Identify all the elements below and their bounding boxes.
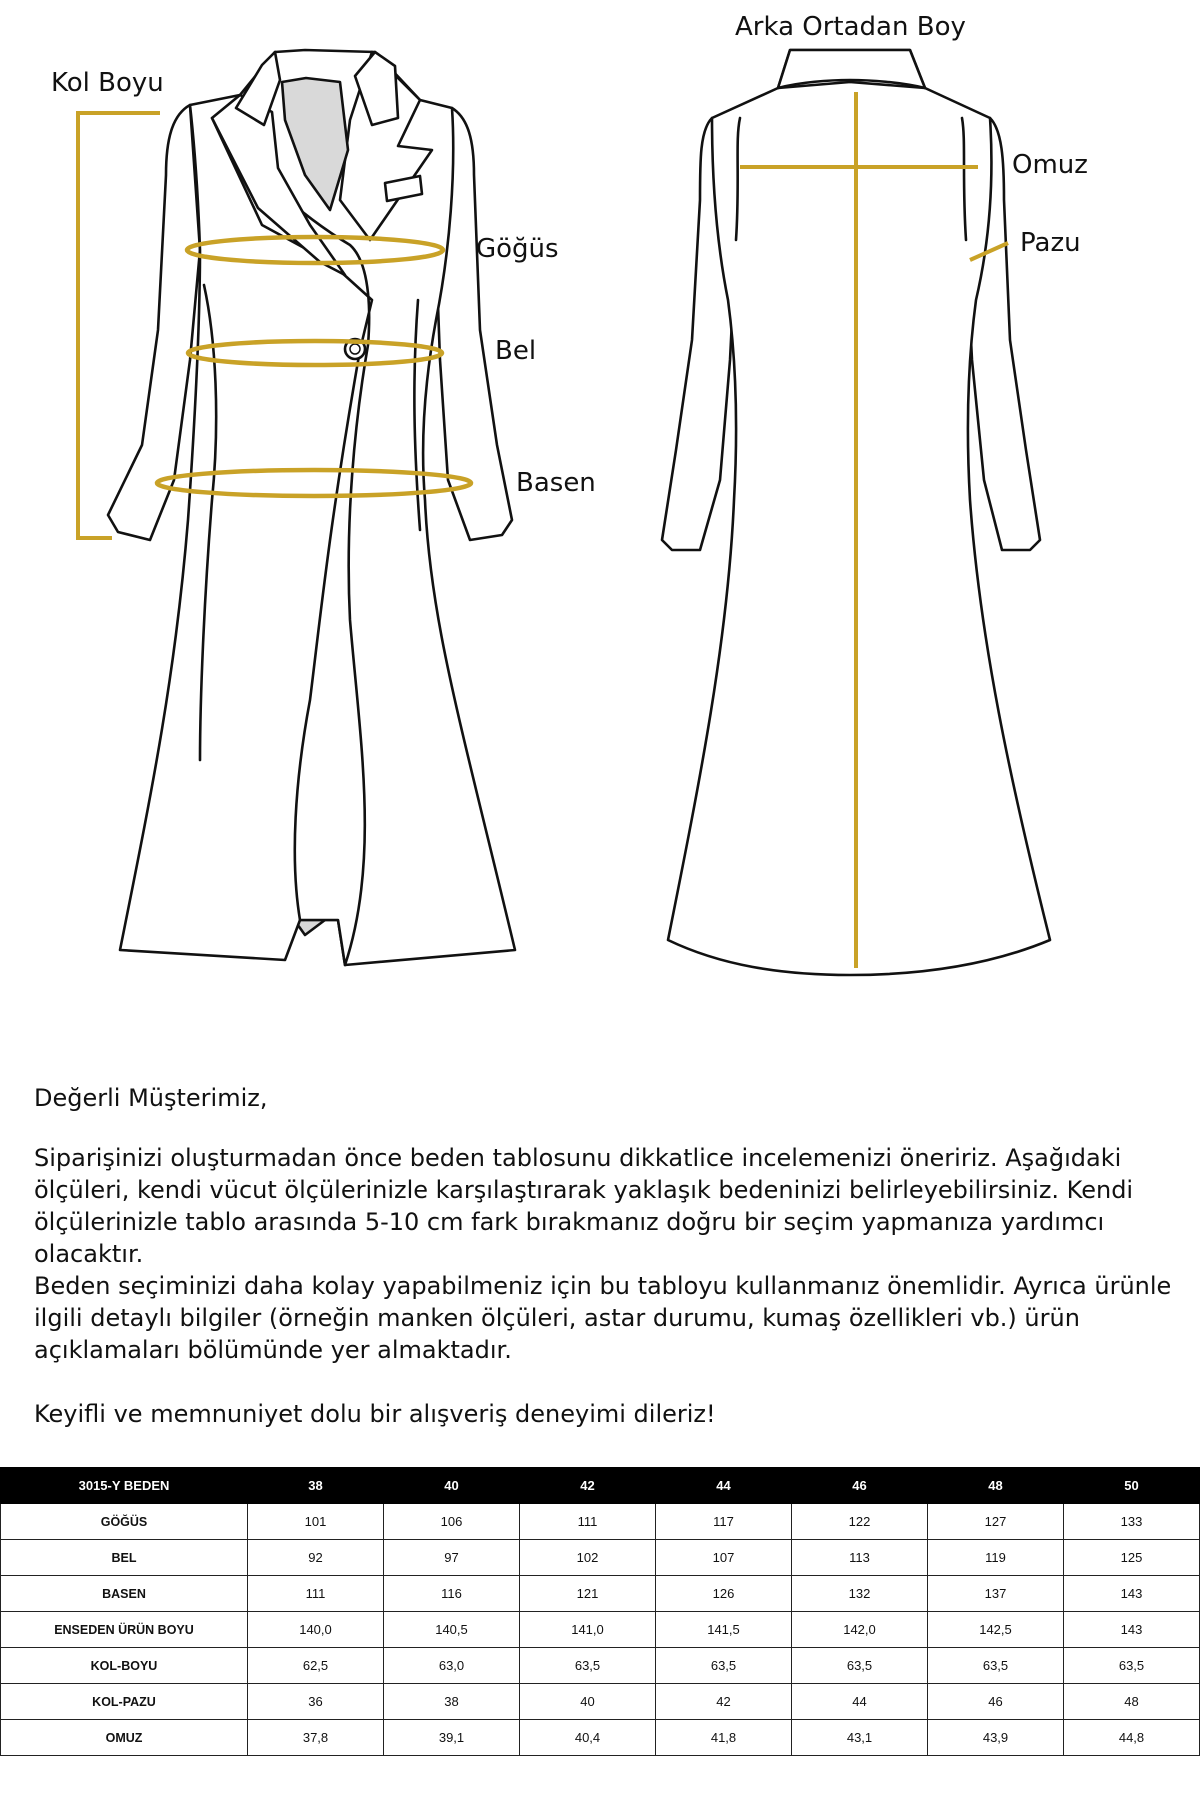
size-table-header [1,1468,1200,1504]
row-label-cell: OMUZ [1,1720,248,1756]
table-row [1,1504,1200,1540]
measure-value-cell: 63,5 [1064,1648,1200,1684]
measure-value-cell: 102 [520,1540,656,1576]
greeting: Değerli Müşterimiz, [34,1084,268,1112]
size-column-header: 38 [248,1468,384,1504]
measure-value-cell: 122 [792,1504,928,1540]
measure-value-cell: 63,5 [792,1648,928,1684]
measure-value-cell: 133 [1064,1504,1200,1540]
measure-value-cell: 142,5 [928,1612,1064,1648]
table-row [1,1720,1200,1756]
size-column-header: 50 [1064,1468,1200,1504]
measure-value-cell: 41,8 [656,1720,792,1756]
measure-value-cell: 127 [928,1504,1064,1540]
row-label-cell: BASEN [1,1576,248,1612]
measure-value-cell: 141,5 [656,1612,792,1648]
measure-value-cell: 40 [520,1684,656,1720]
size-table [0,1467,1200,1756]
measure-value-cell: 62,5 [248,1648,384,1684]
measure-value-cell: 39,1 [384,1720,520,1756]
arka-ortadan-boy-label: Arka Ortadan Boy [735,12,966,42]
measure-value-cell: 137 [928,1576,1064,1612]
measure-value-cell: 44,8 [1064,1720,1200,1756]
measure-value-cell: 38 [384,1684,520,1720]
measure-value-cell: 37,8 [248,1720,384,1756]
paragraph-2: Beden seçiminizi daha kolay yapabilmeniz için bu tabloyu kullanmanız önemlidir. Ayrıca ürünle ilgili detaylı bilgiler (örneğin manken ölçüleri, astar durumu, kumaş özellikleri vb.) ürün açıklamaları bölümünde yer almaktadır. [34,1272,1172,1364]
measure-value-cell: 111 [520,1504,656,1540]
measure-value-cell: 97 [384,1540,520,1576]
closing-text: Keyifli ve memnuniyet dolu bir alışveriş deneyimi dileriz! [34,1400,716,1428]
table-row [1,1648,1200,1684]
size-column-header: 48 [928,1468,1064,1504]
size-table-title-cell: 3015-Y BEDEN [1,1468,248,1504]
measure-value-cell: 125 [1064,1540,1200,1576]
row-label-cell: BEL [1,1540,248,1576]
size-column-header: 44 [656,1468,792,1504]
measure-value-cell: 63,0 [384,1648,520,1684]
measure-value-cell: 142,0 [792,1612,928,1648]
table-row [1,1684,1200,1720]
row-label-cell: ENSEDEN ÜRÜN BOYU [1,1612,248,1648]
measure-value-cell: 36 [248,1684,384,1720]
measure-value-cell: 113 [792,1540,928,1576]
paragraph-1: Siparişinizi oluşturmadan önce beden tablosunu dikkatlice incelemenizi öneririz. Aşağıdaki ölçüleri, kendi vücut ölçülerinizle karşılaştırarak yaklaşık bedeninizi belirleyebilirsiniz. Kendi ölçülerinizle tablo arasında 5-10 cm fark bırakmanız doğru bir seçim yapmanıza yardımcı olacaktır. [34,1144,1134,1268]
measure-value-cell: 143 [1064,1576,1200,1612]
measure-value-cell: 117 [656,1504,792,1540]
row-label-cell: KOL-BOYU [1,1648,248,1684]
table-row [1,1612,1200,1648]
measure-value-cell: 101 [248,1504,384,1540]
measure-value-cell: 119 [928,1540,1064,1576]
measure-value-cell: 63,5 [656,1648,792,1684]
measure-value-cell: 42 [656,1684,792,1720]
measure-value-cell: 121 [520,1576,656,1612]
measure-value-cell: 92 [248,1540,384,1576]
measure-value-cell: 143 [1064,1612,1200,1648]
size-column-header: 40 [384,1468,520,1504]
omuz-label: Omuz [1012,150,1088,180]
measure-value-cell: 107 [656,1540,792,1576]
measure-value-cell: 126 [656,1576,792,1612]
bel-label: Bel [495,336,537,366]
measure-value-cell: 48 [1064,1684,1200,1720]
measure-value-cell: 106 [384,1504,520,1540]
measure-value-cell: 44 [792,1684,928,1720]
intro-text [34,1082,1174,1430]
table-row [1,1576,1200,1612]
measure-value-cell: 141,0 [520,1612,656,1648]
measure-value-cell: 63,5 [520,1648,656,1684]
measure-value-cell: 46 [928,1684,1064,1720]
kol-boyu-label: Kol Boyu [51,68,164,98]
row-label-cell: GÖĞÜS [1,1504,248,1540]
basen-label: Basen [516,468,596,498]
measure-value-cell: 111 [248,1576,384,1612]
size-column-header: 46 [792,1468,928,1504]
measure-value-cell: 132 [792,1576,928,1612]
size-column-header: 42 [520,1468,656,1504]
pazu-label: Pazu [1020,228,1081,258]
row-label-cell: KOL-PAZU [1,1684,248,1720]
measure-value-cell: 116 [384,1576,520,1612]
measure-value-cell: 140,0 [248,1612,384,1648]
measure-value-cell: 40,4 [520,1720,656,1756]
measure-value-cell: 43,9 [928,1720,1064,1756]
gogus-label: Göğüs [476,234,559,264]
table-row [1,1540,1200,1576]
coat-front-drawing [108,50,515,965]
measure-value-cell: 43,1 [792,1720,928,1756]
measure-value-cell: 63,5 [928,1648,1064,1684]
measure-value-cell: 140,5 [384,1612,520,1648]
